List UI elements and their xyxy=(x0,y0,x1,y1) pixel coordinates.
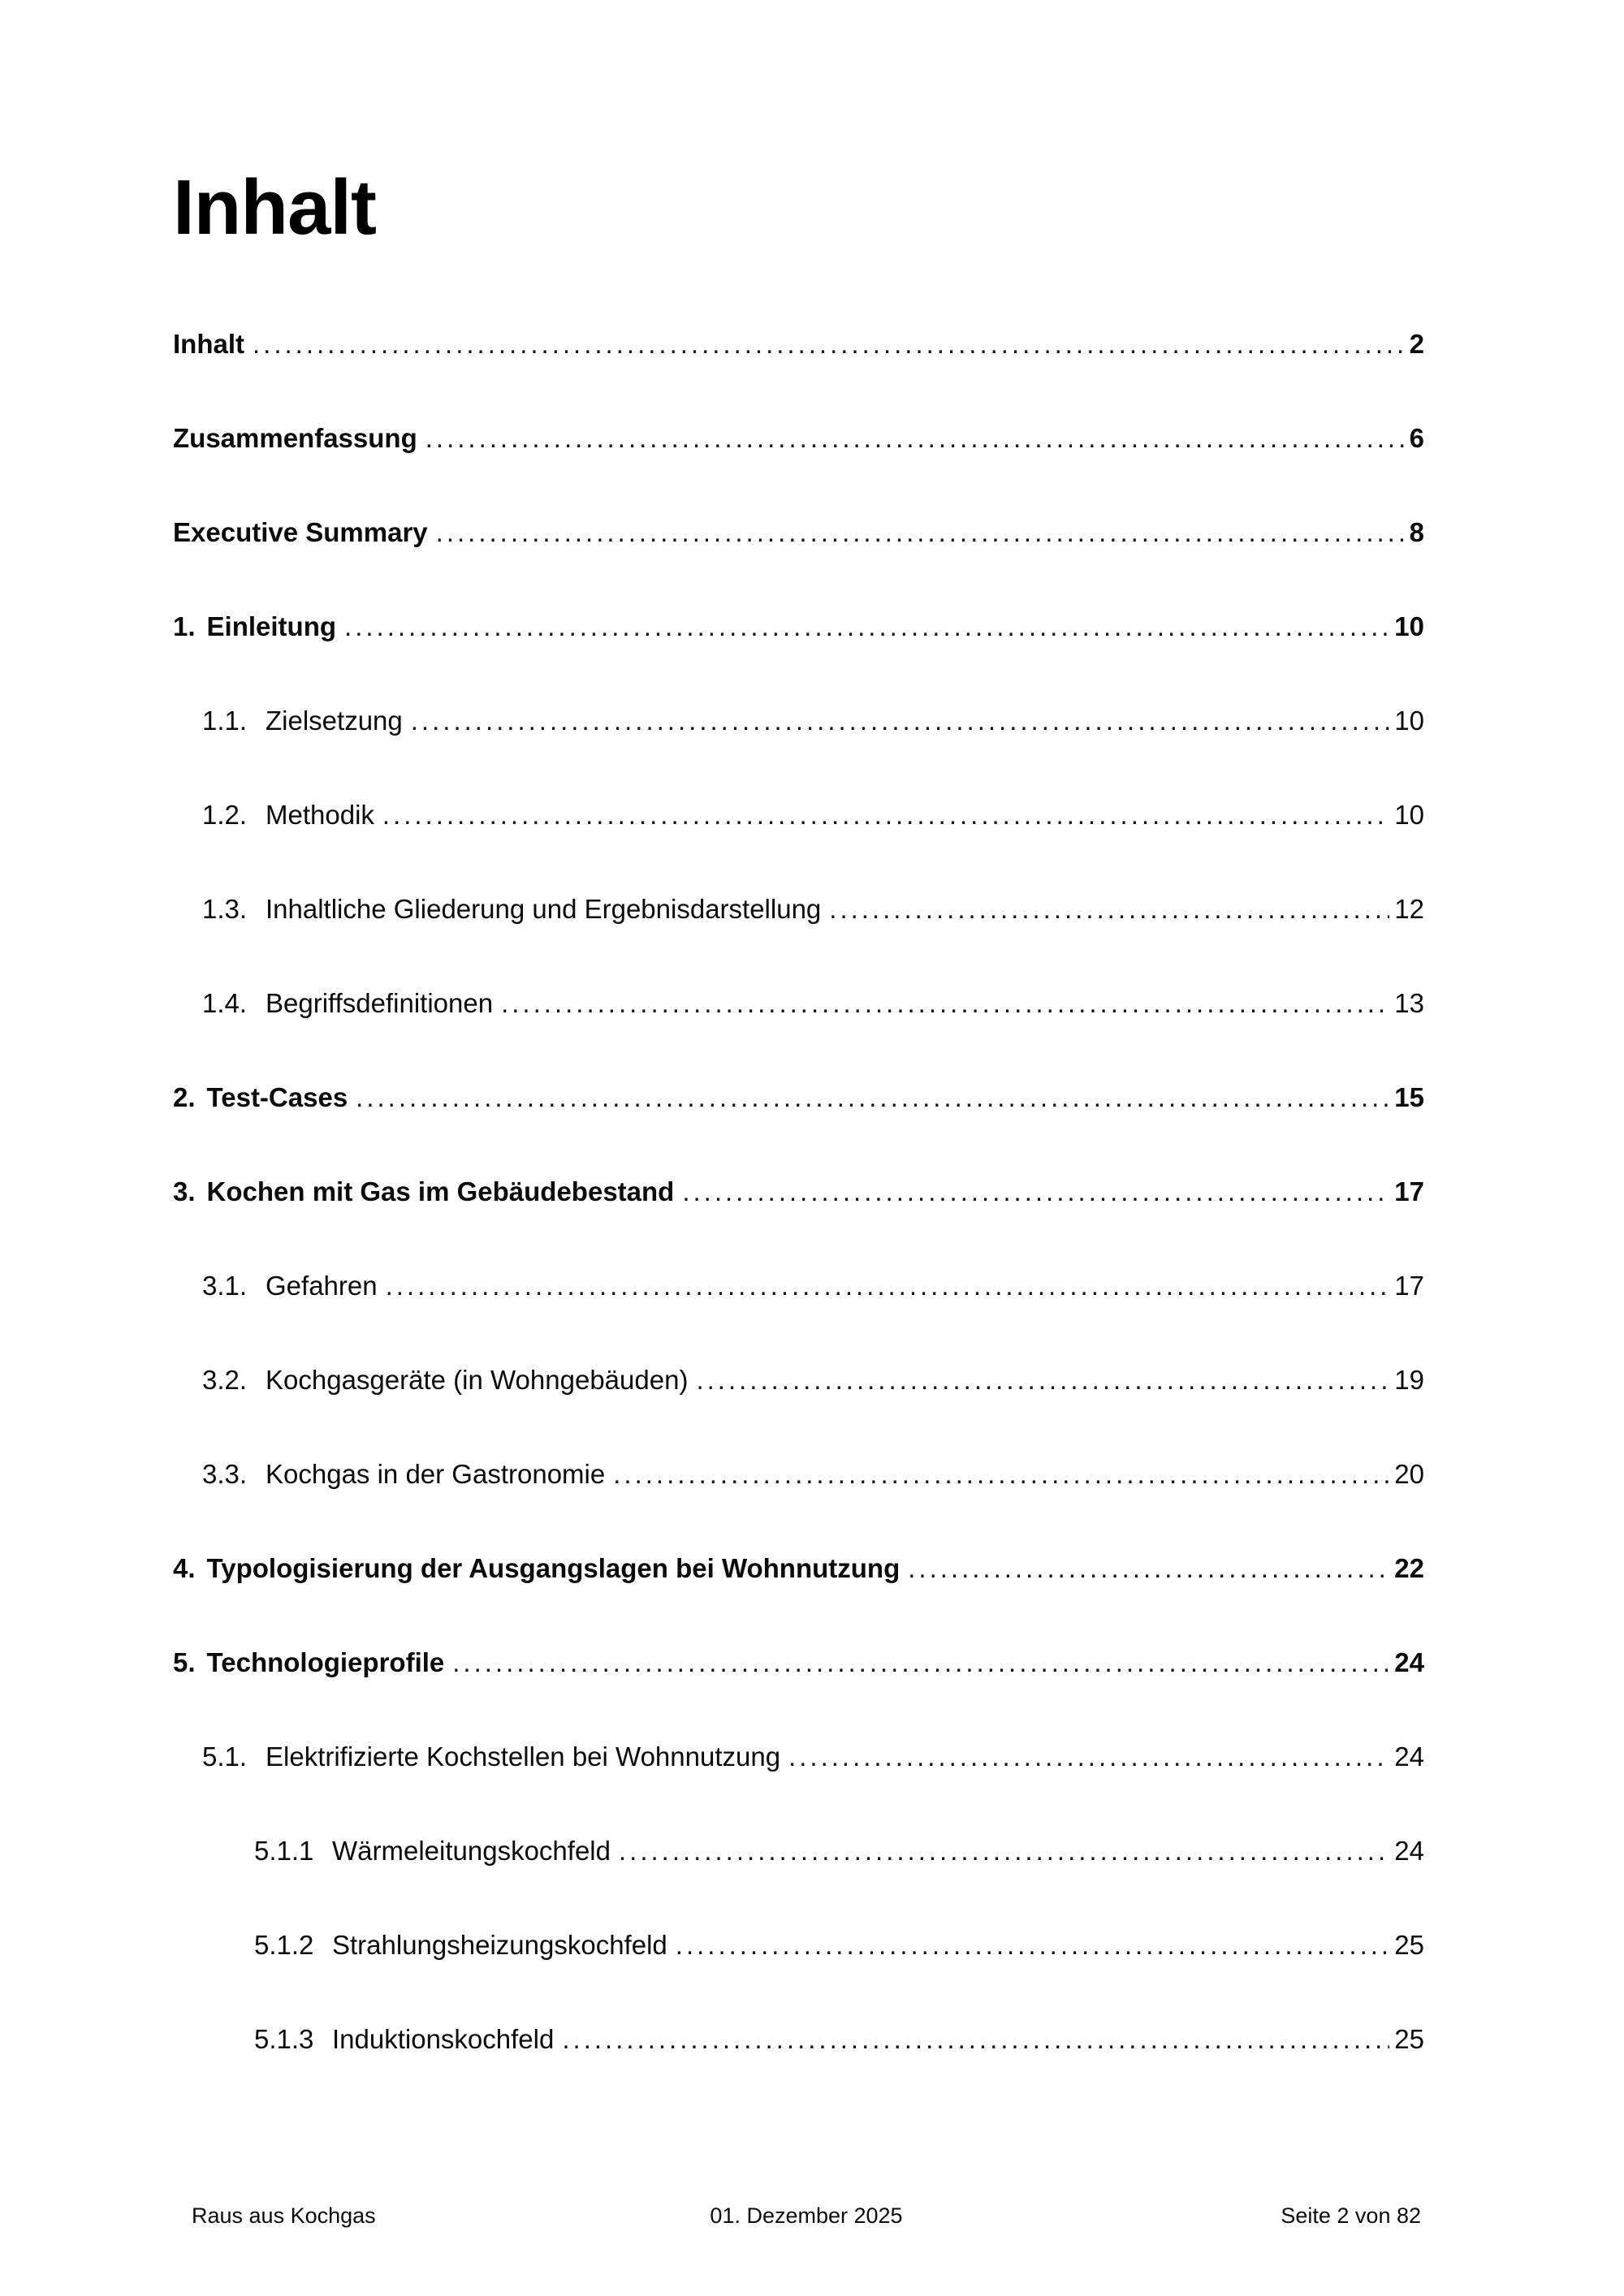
toc-entry-page-number: 2 xyxy=(1409,329,1424,359)
toc-entry-label: Elektrifizierte Kochstellen bei Wohnnutzung xyxy=(266,1741,781,1772)
toc-entry[interactable] xyxy=(173,1270,1424,1302)
toc-entry-label: Strahlungsheizungskochfeld xyxy=(332,1930,667,1960)
toc-entry-page-number: 12 xyxy=(1394,894,1424,924)
toc-dot-leader xyxy=(501,987,1389,1020)
toc-dot-leader xyxy=(788,1741,1389,1773)
toc-dot-leader xyxy=(613,1458,1389,1491)
toc-entry[interactable] xyxy=(173,1081,1424,1114)
toc-entry-page-number: 25 xyxy=(1394,2024,1424,2054)
toc-entry-label: Kochgas in der Gastronomie xyxy=(266,1459,606,1489)
toc-entry-page-number: 13 xyxy=(1394,988,1424,1018)
toc-entry-number: 5. xyxy=(173,1647,196,1677)
toc-entry-number: 5.1.1 xyxy=(254,1836,314,1866)
toc-entry-page-number: 10 xyxy=(1394,611,1424,641)
page-title: Inhalt xyxy=(173,164,376,251)
toc-entry-page-number: 17 xyxy=(1394,1176,1424,1206)
toc-entry-number: 3.2. xyxy=(202,1365,248,1395)
toc-entry-label: Induktionskochfeld xyxy=(332,2024,555,2054)
toc-entry-page-number: 24 xyxy=(1394,1836,1424,1866)
toc-entry-label: Typologisierung der Ausgangslagen bei Wohnnutzung xyxy=(206,1553,901,1583)
toc-entry[interactable] xyxy=(173,328,1424,360)
toc-entry[interactable] xyxy=(173,611,1424,643)
toc-entry[interactable] xyxy=(173,1552,1424,1585)
toc-entry[interactable] xyxy=(173,1929,1424,1962)
toc-dot-leader xyxy=(382,799,1389,831)
toc-dot-leader xyxy=(436,516,1405,549)
toc-entry-label: Kochen mit Gas im Gebäudebestand xyxy=(206,1176,675,1206)
toc-entry[interactable] xyxy=(173,1176,1424,1208)
page-footer xyxy=(0,2202,1624,2229)
toc-entry-page-number: 17 xyxy=(1394,1271,1424,1301)
toc-entry-number: 2. xyxy=(173,1082,196,1112)
toc-entry-label: Gefahren xyxy=(266,1271,378,1301)
toc-entry-page-number: 25 xyxy=(1394,1930,1424,1960)
toc-dot-leader xyxy=(682,1176,1389,1208)
toc-entry-page-number: 22 xyxy=(1394,1553,1424,1583)
toc-entry-page-number: 20 xyxy=(1394,1459,1424,1489)
toc-dot-leader xyxy=(425,422,1405,455)
toc-entry-label: Einleitung xyxy=(206,611,337,641)
toc-entry-number: 1.4. xyxy=(202,988,248,1018)
toc-entry-label: Methodik xyxy=(266,800,374,830)
toc-dot-leader xyxy=(908,1552,1389,1585)
toc-entry-number: 3.1. xyxy=(202,1271,248,1301)
toc-entry-label: Inhaltliche Gliederung und Ergebnisdarstellung xyxy=(266,894,822,924)
toc-dot-leader xyxy=(253,328,1405,360)
toc-entry-page-number: 10 xyxy=(1394,706,1424,736)
footer-document-name: Raus aus Kochgas xyxy=(192,2203,376,2228)
toc-entry-page-number: 10 xyxy=(1394,800,1424,830)
toc-entry[interactable] xyxy=(173,799,1424,831)
toc-entry-label: Zusammenfassung xyxy=(173,423,417,453)
toc-dot-leader xyxy=(411,705,1390,737)
toc-entry-label: Technologieprofile xyxy=(206,1647,445,1677)
toc-dot-leader xyxy=(562,2023,1389,2056)
toc-entry[interactable] xyxy=(173,705,1424,737)
toc-entry-number: 5.1. xyxy=(202,1741,248,1772)
toc-dot-leader xyxy=(619,1835,1389,1867)
toc-entry[interactable] xyxy=(173,893,1424,926)
toc-entry[interactable] xyxy=(173,1458,1424,1491)
toc-entry-label: Kochgasgeräte (in Wohngebäuden) xyxy=(266,1365,689,1395)
toc-dot-leader xyxy=(356,1081,1389,1114)
toc-dot-leader xyxy=(829,893,1389,926)
toc-entry[interactable] xyxy=(173,422,1424,455)
toc-entry-number: 4. xyxy=(173,1553,196,1583)
table-of-contents xyxy=(173,328,1424,2056)
toc-entry-label: Begriffsdefinitionen xyxy=(266,988,494,1018)
toc-entry[interactable] xyxy=(173,1741,1424,1773)
toc-entry-number: 5.1.3 xyxy=(254,2024,314,2054)
toc-entry-page-number: 6 xyxy=(1409,423,1424,453)
footer-date: 01. Dezember 2025 xyxy=(710,2203,903,2228)
toc-entry-label: Wärmeleitungskochfeld xyxy=(332,1836,611,1866)
toc-entry[interactable] xyxy=(173,1364,1424,1396)
toc-dot-leader xyxy=(344,611,1389,643)
toc-entry[interactable] xyxy=(173,516,1424,549)
toc-entry-number: 5.1.2 xyxy=(254,1930,314,1960)
toc-dot-leader xyxy=(452,1646,1389,1679)
toc-dot-leader xyxy=(386,1270,1390,1302)
toc-dot-leader xyxy=(696,1364,1389,1396)
toc-entry[interactable] xyxy=(173,1835,1424,1867)
toc-entry-number: 1.3. xyxy=(202,894,248,924)
toc-entry-label: Executive Summary xyxy=(173,517,428,547)
toc-entry-number: 1. xyxy=(173,611,196,641)
toc-entry-page-number: 24 xyxy=(1394,1647,1424,1677)
toc-entry-page-number: 15 xyxy=(1394,1082,1424,1112)
toc-entry[interactable] xyxy=(173,987,1424,1020)
toc-entry-label: Inhalt xyxy=(173,329,244,359)
toc-dot-leader xyxy=(676,1929,1390,1962)
toc-entry-number: 3. xyxy=(173,1176,196,1206)
toc-entry-page-number: 8 xyxy=(1409,517,1424,547)
toc-entry-label: Zielsetzung xyxy=(266,706,403,736)
toc-entry-page-number: 19 xyxy=(1394,1365,1424,1395)
toc-entry-number: 1.1. xyxy=(202,706,248,736)
toc-entry[interactable] xyxy=(173,1646,1424,1679)
toc-entry-page-number: 24 xyxy=(1394,1741,1424,1772)
toc-entry-number: 1.2. xyxy=(202,800,248,830)
footer-page-indicator: Seite 2 von 82 xyxy=(1281,2203,1422,2228)
toc-entry-number: 3.3. xyxy=(202,1459,248,1489)
toc-entry-label: Test-Cases xyxy=(206,1082,348,1112)
toc-entry[interactable] xyxy=(173,2023,1424,2056)
